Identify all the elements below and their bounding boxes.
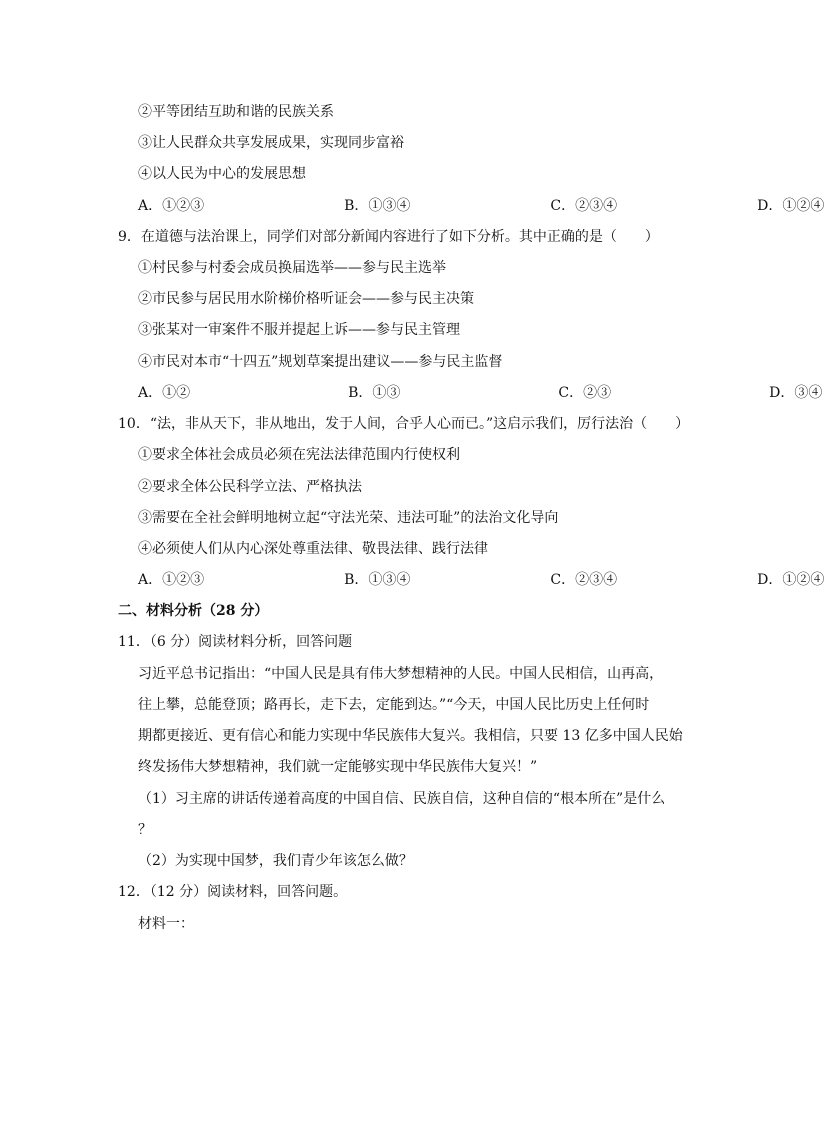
q8-option-b[interactable]: B．①③④: [344, 198, 411, 214]
q11-subquestion-1-end: ？: [138, 822, 152, 838]
q12-material-label: 材料一：: [138, 916, 194, 932]
q9-options: [138, 383, 822, 403]
section-2-title: 二、材料分析（28 分）: [118, 603, 269, 619]
q9-item-3: ③张某对一审案件不服并提起上诉——参与民主管理: [138, 322, 460, 338]
q10-option-a[interactable]: A．①②③: [138, 572, 205, 588]
q8-item-2: ②平等团结互助和谐的民族关系: [138, 104, 334, 120]
q10-stem: 10．“法，非从天下，非从地出，发于人间，合乎人心而已。”这启示我们，厉行法治（ ）: [118, 416, 690, 432]
q9-option-b[interactable]: B．①③: [348, 385, 401, 401]
q10-option-c[interactable]: C．②③④: [550, 572, 618, 588]
q8-option-d[interactable]: D．①②④: [757, 198, 824, 214]
q9-option-c[interactable]: C．②③: [558, 385, 612, 401]
q12-stem: 12．（12 分）阅读材料，回答问题。: [118, 884, 348, 900]
q11-stem: 11．（6 分）阅读材料分析，回答问题: [118, 634, 353, 650]
q11-subquestion-2: （2）为实现中国梦，我们青少年该怎么做？: [138, 853, 413, 869]
q8-option-c[interactable]: C．②③④: [550, 198, 618, 214]
q9-option-a[interactable]: A．①②: [138, 385, 191, 401]
q11-subquestion-1: （1）习主席的讲话传递着高度的中国自信、民族自信，这种自信的“根本所在”是什么: [138, 791, 666, 807]
q10-item-1: ①要求全体社会成员必须在宪法法律范围内行使权利: [138, 447, 460, 463]
q10-item-4: ④必须使人们从内心深处尊重法律、敬畏法律、践行法律: [138, 541, 488, 557]
q11-material-line-3: 期都更接近、更有信心和能力实现中华民族伟大复兴。我相信，只要 13 亿多中国人民始: [138, 728, 683, 744]
q9-option-d[interactable]: D．③④: [769, 385, 823, 401]
q9-item-1: ①村民参与村委会成员换届选举——参与民主选举: [138, 260, 446, 276]
q8-options: [138, 196, 824, 216]
q8-item-4: ④以人民为中心的发展思想: [138, 166, 306, 182]
q10-item-2: ②要求全体公民科学立法、严格执法: [138, 479, 362, 495]
q8-option-a[interactable]: A．①②③: [138, 198, 205, 214]
q10-item-3: ③需要在全社会鲜明地树立起“守法光荣、违法可耻”的法治文化导向: [138, 510, 559, 526]
q11-material-line-4: 终发扬伟大梦想精神，我们就一定能够实现中华民族伟大复兴！”: [138, 759, 538, 775]
q9-item-4: ④市民对本市“十四五”规划草案提出建议——参与民主监督: [138, 354, 503, 370]
q10-options: [138, 570, 824, 590]
q10-option-b[interactable]: B．①③④: [344, 572, 411, 588]
q10-option-d[interactable]: D．①②④: [757, 572, 824, 588]
q9-stem: 9．在道德与法治课上，同学们对部分新闻内容进行了如下分析。其中正确的是（ ）: [118, 229, 659, 245]
q11-material-line-2: 往上攀，总能登顶；路再长，走下去，定能到达。”“今天，中国人民比历史上任何时: [138, 697, 650, 713]
q11-material-line-1: 习近平总书记指出：“中国人民是具有伟大梦想精神的人民。中国人民相信，山再高，: [138, 666, 664, 682]
q8-item-3: ③让人民群众共享发展成果，实现同步富裕: [138, 135, 404, 151]
q9-item-2: ②市民参与居民用水阶梯价格听证会——参与民主决策: [138, 291, 474, 307]
